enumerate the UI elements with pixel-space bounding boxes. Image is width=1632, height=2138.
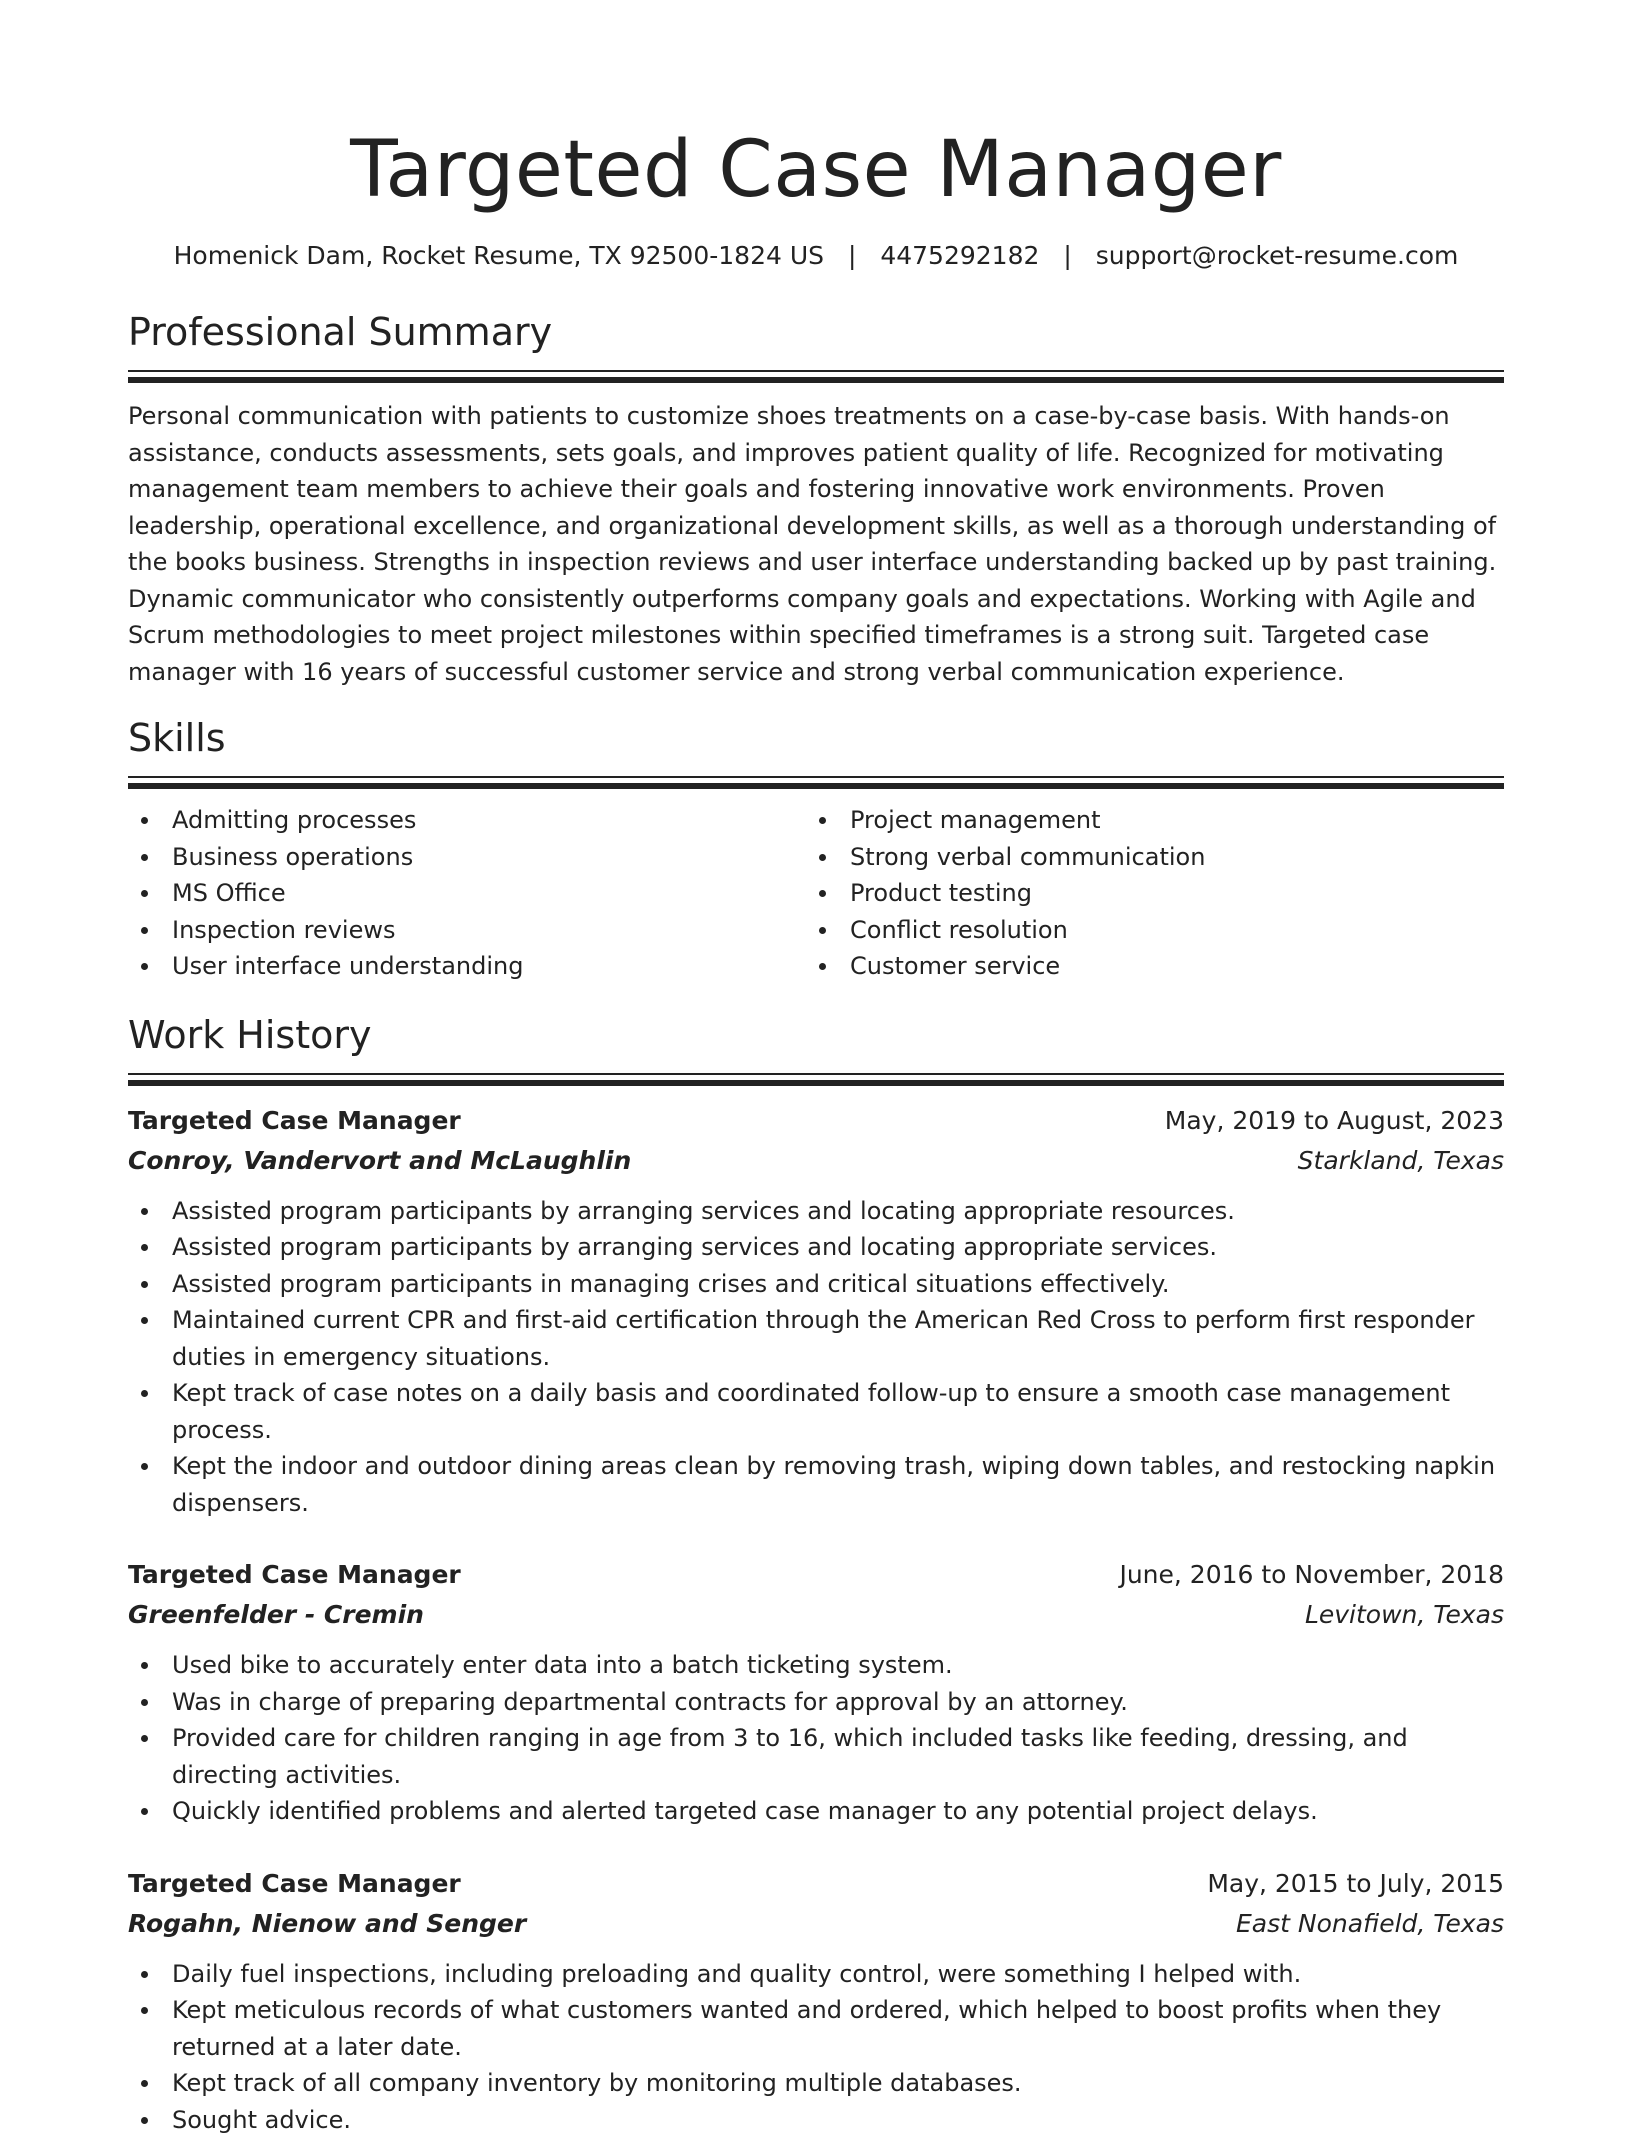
resume-page: [128, 0, 1504, 2138]
section-divider: [128, 1073, 1504, 1087]
skill-item: Business operations: [128, 839, 806, 876]
skill-item: MS Office: [128, 875, 806, 912]
contact-line: [128, 240, 1504, 272]
skill-item: Customer service: [806, 948, 1484, 985]
job-entry: [128, 1864, 1504, 2138]
skill-item: Admitting processes: [128, 802, 806, 839]
job-bullet: Assisted program participants by arranging services and locating appropriate services.: [128, 1229, 1504, 1266]
job-location: Levitown, Texas: [1305, 1595, 1504, 1635]
job-bullets: [128, 1647, 1504, 1830]
job-bullet: Was in charge of preparing departmental contracts for approval by an attorney.: [128, 1684, 1504, 1721]
job-bullet: Provided care for children ranging in age from 3 to 16, which included tasks like feeding, dressing, and directing activities.: [128, 1720, 1504, 1793]
job-bullet: Kept meticulous records of what customers wanted and ordered, which helped to boost profits when they returned at a later date.: [128, 1992, 1504, 2065]
job-company: Greenfelder - Cremin: [128, 1595, 424, 1635]
contact-address: Homenick Dam, Rocket Resume, TX 92500-1824 US: [174, 241, 824, 270]
job-title: Targeted Case Manager: [128, 1555, 461, 1595]
skills-list-right: [806, 802, 1484, 985]
job-bullet: Sought advice.: [128, 2102, 1504, 2138]
contact-email: support@rocket-resume.com: [1096, 241, 1459, 270]
job-bullet: Daily fuel inspections, including preloading and quality control, were something I helped with.: [128, 1956, 1504, 1993]
summary-section: [128, 310, 1504, 690]
job-company: Conroy, Vandervort and McLaughlin: [128, 1141, 631, 1181]
job-bullet: Used bike to accurately enter data into a batch ticketing system.: [128, 1647, 1504, 1684]
summary-heading: Professional Summary: [128, 310, 1504, 354]
job-bullets: [128, 1956, 1504, 2138]
job-entry: [128, 1555, 1504, 1830]
job-bullet: Kept track of case notes on a daily basis and coordinated follow-up to ensure a smooth case management process.: [128, 1375, 1504, 1448]
job-location: Starkland, Texas: [1298, 1141, 1504, 1181]
skill-item: Inspection reviews: [128, 912, 806, 949]
skills-list-left: [128, 802, 806, 985]
contact-separator: |: [848, 240, 856, 272]
job-location: East Nonafield, Texas: [1236, 1904, 1504, 1944]
job-dates: May, 2015 to July, 2015: [1207, 1864, 1504, 1904]
skill-item: User interface understanding: [128, 948, 806, 985]
job-bullet: Assisted program participants in managing crises and critical situations effectively.: [128, 1266, 1504, 1303]
section-divider: [128, 370, 1504, 384]
job-entry: [128, 1101, 1504, 1522]
skill-item: Product testing: [806, 875, 1484, 912]
job-title: Targeted Case Manager: [128, 1864, 461, 1904]
job-bullet: Quickly identified problems and alerted targeted case manager to any potential project delays.: [128, 1793, 1504, 1830]
job-dates: May, 2019 to August, 2023: [1165, 1101, 1504, 1141]
contact-separator: |: [1063, 240, 1071, 272]
job-bullet: Maintained current CPR and first-aid certification through the American Red Cross to perform first responder duties in emergency situations.: [128, 1302, 1504, 1375]
resume-title: Targeted Case Manager: [128, 128, 1504, 212]
job-dates: June, 2016 to November, 2018: [1119, 1555, 1504, 1595]
skill-item: Strong verbal communication: [806, 839, 1484, 876]
contact-phone: 4475292182: [880, 241, 1039, 270]
skill-item: Conflict resolution: [806, 912, 1484, 949]
work-history-section: [128, 1013, 1504, 2138]
skills-heading: Skills: [128, 716, 1504, 760]
summary-text: Personal communication with patients to customize shoes treatments on a case-by-case basis. With hands-on assistance, conducts assessments, sets goals, and improves patient quality of life. Recognized for motivating management team members to achieve their goals and fostering innovative work environments. Proven leadership, operational excellence, and organizational development skills, as well as a thorough understanding of the books business. Strengths in inspection reviews and user interface understanding backed up by past training. Dynamic communicator who consistently outperforms company goals and expectations. Working with Agile and Scrum methodologies to meet project milestones within specified timeframes is a strong suit. Targeted case manager with 16 years of successful customer service and strong verbal communication experience.: [128, 398, 1504, 690]
job-company: Rogahn, Nienow and Senger: [128, 1904, 526, 1944]
work-history-heading: Work History: [128, 1013, 1504, 1057]
job-bullet: Kept the indoor and outdoor dining areas clean by removing trash, wiping down tables, and restocking napkin dispensers.: [128, 1448, 1504, 1521]
job-bullet: Kept track of all company inventory by monitoring multiple databases.: [128, 2065, 1504, 2102]
skills-columns: [128, 802, 1504, 985]
skills-section: [128, 716, 1504, 985]
job-bullets: [128, 1193, 1504, 1522]
skill-item: Project management: [806, 802, 1484, 839]
section-divider: [128, 776, 1504, 790]
job-bullet: Assisted program participants by arranging services and locating appropriate resources.: [128, 1193, 1504, 1230]
job-title: Targeted Case Manager: [128, 1101, 461, 1141]
